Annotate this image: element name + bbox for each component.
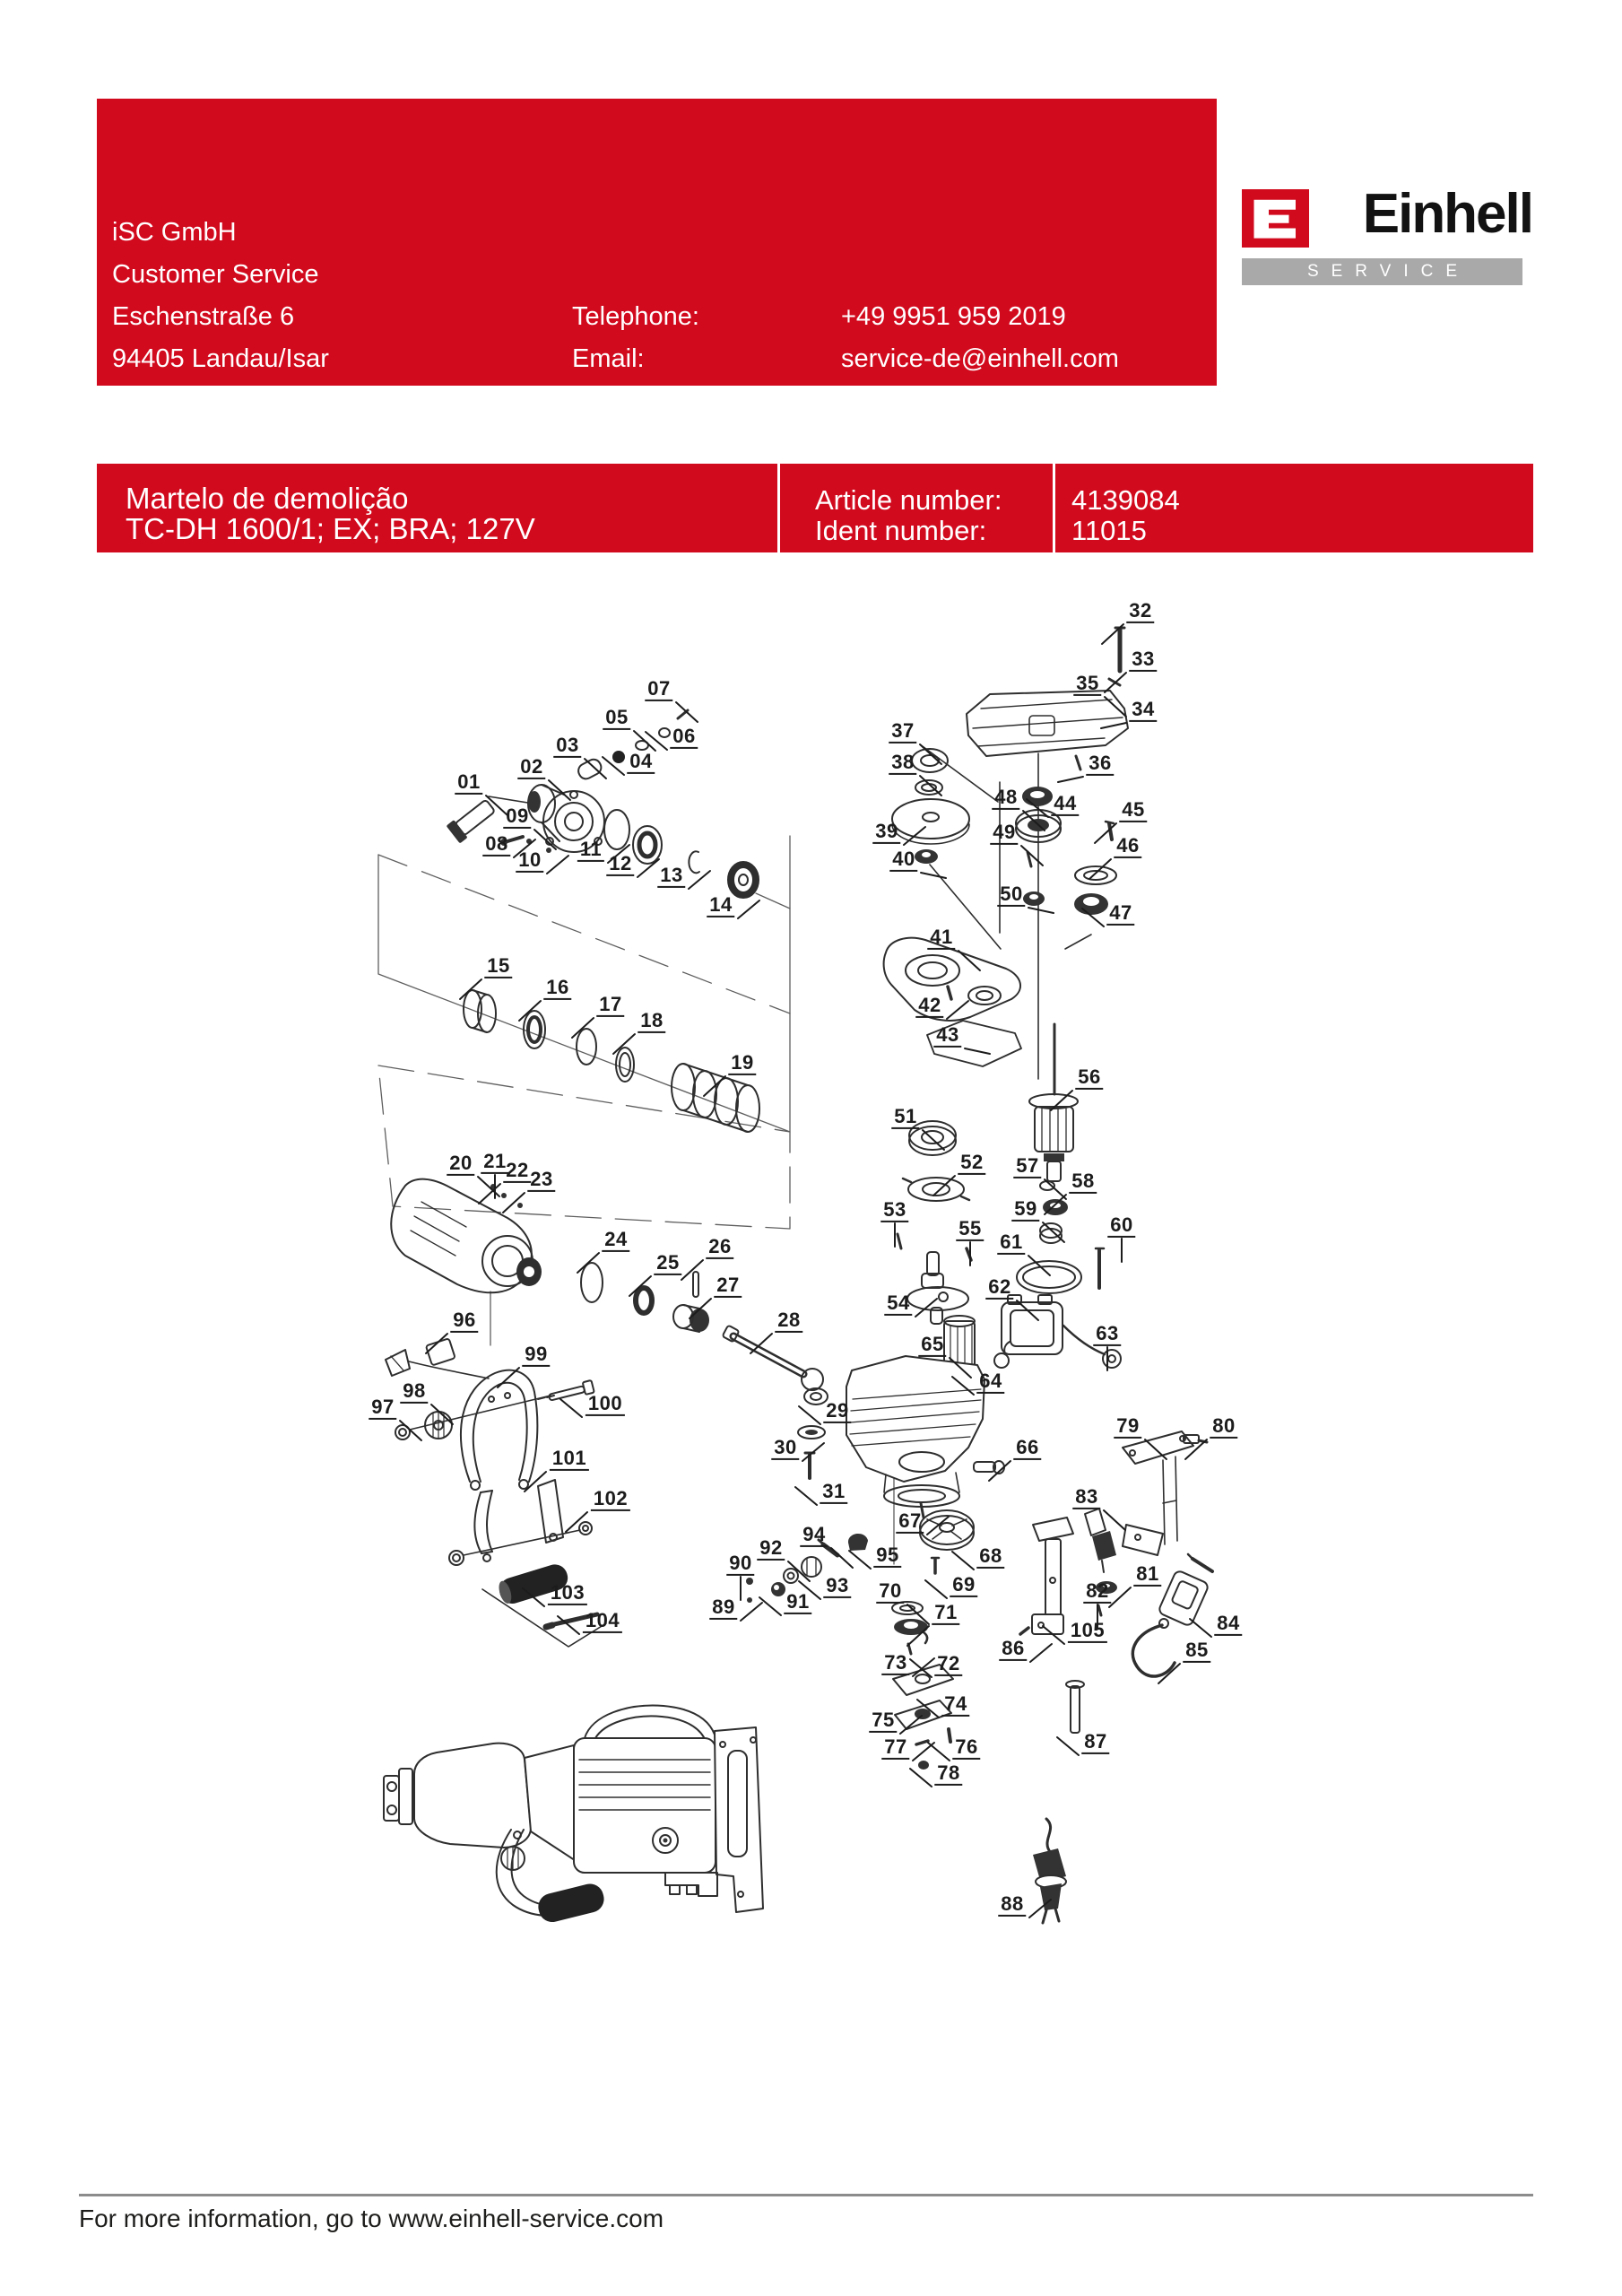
part-label-103: 103 [548,1582,587,1605]
part-label-13: 13 [657,865,685,888]
part-label-93: 93 [823,1575,851,1598]
part-label-47: 47 [1106,902,1134,926]
part-label-24: 24 [602,1229,629,1252]
company-name: iSC GmbH [112,218,237,247]
part-label-06: 06 [670,726,698,749]
service-badge: SERVICE [1242,258,1522,285]
part-label-92: 92 [757,1537,785,1561]
part-label-100: 100 [585,1393,625,1416]
part-label-79: 79 [1114,1415,1141,1439]
part-label-91: 91 [784,1591,811,1614]
part-label-36: 36 [1086,752,1114,776]
part-label-94: 94 [800,1524,828,1547]
part-label-84: 84 [1214,1613,1242,1636]
part-label-42: 42 [915,995,943,1018]
part-label-101: 101 [550,1448,589,1471]
part-label-71: 71 [932,1602,959,1625]
footer-rule [79,2194,1533,2196]
parts-side-handle [386,1338,597,1627]
part-label-86: 86 [999,1638,1027,1661]
assembled-hammer-drawing [384,1706,763,1926]
part-label-25: 25 [654,1252,681,1275]
part-label-88: 88 [998,1893,1026,1917]
part-label-55: 55 [956,1218,984,1241]
phone-label: Telephone: [572,302,699,331]
part-label-02: 02 [517,756,545,779]
ident-number-label: Ident number: [815,515,987,546]
parts-handle-electrics [1020,1431,1212,1923]
article-number-value: 4139084 [1071,484,1180,516]
part-label-65: 65 [918,1334,946,1357]
part-label-102: 102 [591,1488,630,1511]
part-label-34: 34 [1129,699,1157,722]
part-label-74: 74 [941,1693,969,1717]
part-label-15: 15 [484,955,512,978]
part-label-95: 95 [873,1544,901,1568]
part-label-70: 70 [876,1580,904,1604]
company-department: Customer Service [112,260,319,289]
part-label-56: 56 [1075,1066,1103,1090]
part-label-45: 45 [1119,799,1147,822]
part-label-19: 19 [728,1052,756,1075]
parts-gear-cover [892,628,1128,915]
parts-small-hardware [746,1534,868,1603]
part-label-66: 66 [1013,1437,1041,1460]
product-model: TC-DH 1600/1; EX; BRA; 127V [126,512,535,545]
email-value: service-de@einhell.com [841,344,1119,373]
part-label-85: 85 [1183,1639,1210,1663]
part-label-59: 59 [1011,1198,1039,1222]
part-label-67: 67 [896,1510,924,1534]
product-name: Martelo de demolição [126,482,409,515]
phone-value: +49 9951 959 2019 [841,302,1066,331]
part-label-64: 64 [976,1370,1004,1394]
part-label-11: 11 [577,839,604,862]
part-label-75: 75 [869,1709,897,1733]
part-label-76: 76 [952,1736,980,1760]
part-label-40: 40 [889,848,917,872]
part-label-35: 35 [1073,673,1101,696]
parts-motor [884,938,1121,1371]
part-label-43: 43 [933,1024,961,1048]
assembly-lines [409,744,1091,1647]
part-label-57: 57 [1013,1155,1041,1178]
part-label-41: 41 [927,926,955,950]
part-label-10: 10 [516,849,543,873]
construction-lines [378,836,894,1564]
part-label-104: 104 [583,1610,622,1633]
part-label-27: 27 [714,1274,742,1298]
part-label-17: 17 [596,994,624,1017]
part-label-52: 52 [958,1152,985,1175]
part-label-62: 62 [985,1276,1013,1300]
email-label: Email: [572,344,645,373]
part-label-14: 14 [707,894,734,918]
part-label-22: 22 [503,1160,531,1183]
part-label-51: 51 [891,1106,919,1129]
company-city: 94405 Landau/Isar [112,344,329,373]
part-label-21: 21 [481,1151,508,1174]
parts-crankcase [846,1356,1004,1770]
part-label-26: 26 [706,1236,733,1259]
part-label-61: 61 [997,1231,1025,1255]
part-label-07: 07 [645,678,672,701]
part-label-98: 98 [400,1380,428,1404]
part-label-30: 30 [771,1437,799,1460]
part-label-69: 69 [950,1574,977,1597]
part-label-53: 53 [880,1199,908,1222]
part-label-83: 83 [1072,1486,1100,1509]
part-label-12: 12 [606,853,634,876]
part-label-49: 49 [990,822,1018,845]
parts-piston-rings [464,990,759,1132]
part-label-82: 82 [1083,1580,1111,1604]
part-label-99: 99 [522,1344,550,1367]
part-label-105: 105 [1068,1620,1107,1643]
part-label-29: 29 [823,1400,851,1423]
part-label-87: 87 [1081,1731,1109,1754]
part-label-48: 48 [992,787,1019,810]
part-label-05: 05 [603,707,630,730]
part-label-37: 37 [889,720,916,744]
article-number-label: Article number: [815,484,1002,516]
part-label-09: 09 [503,805,531,829]
part-label-01: 01 [455,771,482,795]
part-label-04: 04 [627,751,655,774]
part-label-73: 73 [881,1652,909,1675]
part-label-39: 39 [872,821,900,844]
part-label-60: 60 [1107,1214,1135,1238]
part-label-72: 72 [934,1653,962,1676]
part-label-33: 33 [1129,648,1157,672]
part-label-81: 81 [1133,1563,1161,1587]
part-label-68: 68 [976,1545,1004,1569]
company-street: Eschenstraße 6 [112,302,295,331]
part-label-54: 54 [884,1292,912,1316]
part-label-31: 31 [820,1481,847,1504]
part-label-89: 89 [709,1596,737,1620]
part-label-50: 50 [997,883,1025,907]
part-label-80: 80 [1210,1415,1237,1439]
part-label-78: 78 [934,1762,962,1786]
part-label-18: 18 [638,1010,665,1033]
part-label-28: 28 [775,1309,802,1333]
einhell-wordmark: Einhell [1362,183,1532,245]
part-label-90: 90 [726,1552,754,1576]
part-label-46: 46 [1114,835,1141,858]
part-label-97: 97 [369,1396,396,1420]
part-label-38: 38 [889,752,916,775]
part-label-16: 16 [543,977,571,1000]
part-label-23: 23 [527,1169,555,1192]
part-label-58: 58 [1069,1170,1097,1194]
ident-number-value: 11015 [1071,515,1147,546]
part-label-08: 08 [482,833,510,857]
part-label-44: 44 [1051,793,1079,816]
part-label-77: 77 [881,1736,909,1760]
part-label-32: 32 [1126,600,1154,623]
parts-tool-holder [391,1179,828,1478]
part-label-20: 20 [447,1152,474,1176]
footer-note: For more information, go to www.einhell-service.com [79,2205,664,2232]
part-label-96: 96 [450,1309,478,1333]
part-label-03: 03 [553,735,581,758]
part-label-63: 63 [1093,1323,1121,1346]
